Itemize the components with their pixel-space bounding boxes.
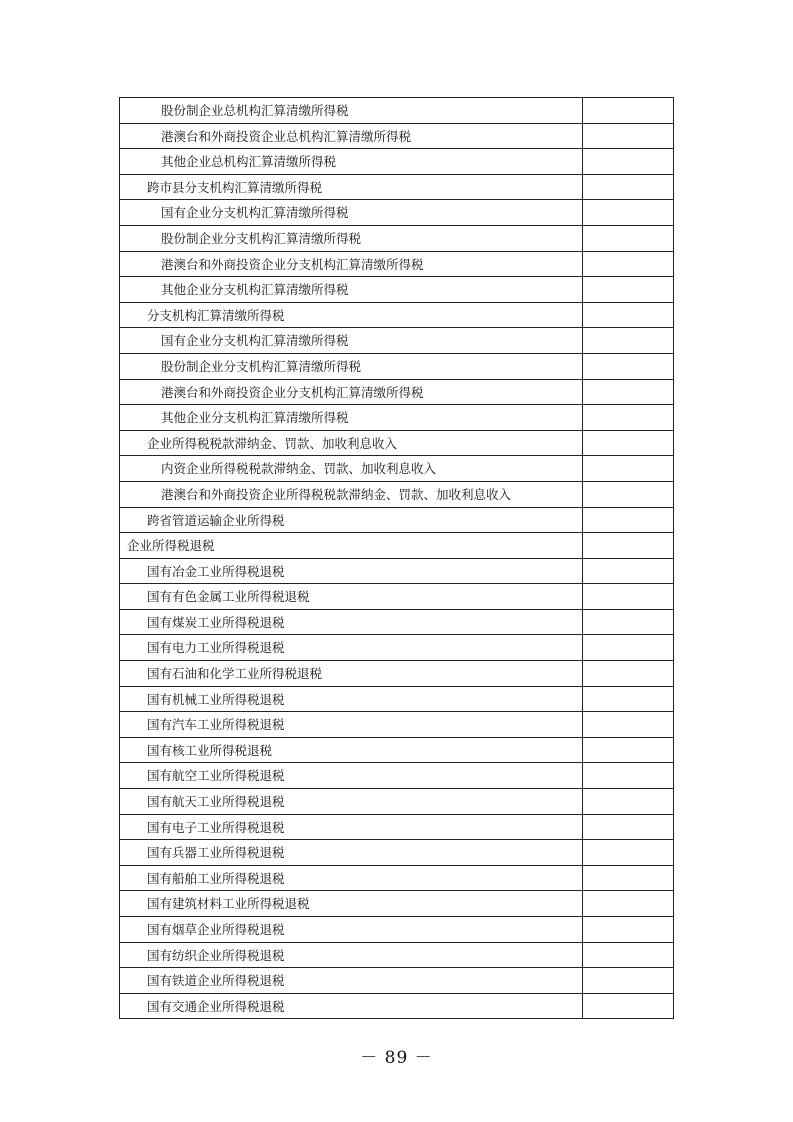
row-value-cell xyxy=(583,610,673,635)
table-row xyxy=(120,405,673,431)
row-value-cell xyxy=(583,943,673,968)
row-value-cell xyxy=(583,789,673,814)
table-row xyxy=(120,431,673,457)
row-label: 其他企业总机构汇算清缴所得税 xyxy=(120,149,583,174)
row-value-cell xyxy=(583,687,673,712)
row-value-cell xyxy=(583,277,673,302)
row-value-cell xyxy=(583,994,673,1019)
row-value-cell xyxy=(583,354,673,379)
row-label: 企业所得税税款滞纳金、罚款、加收利息收入 xyxy=(120,431,583,456)
row-value-cell xyxy=(583,431,673,456)
tax-category-table xyxy=(119,97,674,1019)
row-value-cell xyxy=(583,584,673,609)
row-value-cell xyxy=(583,763,673,788)
table-row xyxy=(120,994,673,1020)
row-label: 国有纺织企业所得税退税 xyxy=(120,943,583,968)
row-value-cell xyxy=(583,328,673,353)
table-row xyxy=(120,252,673,278)
table-row xyxy=(120,456,673,482)
table-row xyxy=(120,533,673,559)
table-row xyxy=(120,891,673,917)
table-row xyxy=(120,200,673,226)
table-row xyxy=(120,917,673,943)
row-label: 国有煤炭工业所得税退税 xyxy=(120,610,583,635)
table-row xyxy=(120,738,673,764)
table-row xyxy=(120,124,673,150)
row-label: 国有汽车工业所得税退税 xyxy=(120,712,583,737)
table-row xyxy=(120,943,673,969)
table-row xyxy=(120,789,673,815)
row-value-cell xyxy=(583,149,673,174)
row-label: 国有铁道企业所得税退税 xyxy=(120,968,583,993)
table-row xyxy=(120,968,673,994)
row-value-cell xyxy=(583,533,673,558)
table-row xyxy=(120,354,673,380)
table-row xyxy=(120,508,673,534)
row-label: 港澳台和外商投资企业分支机构汇算清缴所得税 xyxy=(120,252,583,277)
row-value-cell xyxy=(583,380,673,405)
row-label: 国有电力工业所得税退税 xyxy=(120,635,583,660)
row-label: 国有兵器工业所得税退税 xyxy=(120,840,583,865)
row-value-cell xyxy=(583,226,673,251)
row-label: 股份制企业总机构汇算清缴所得税 xyxy=(120,98,583,123)
row-label: 国有企业分支机构汇算清缴所得税 xyxy=(120,328,583,353)
row-value-cell xyxy=(583,98,673,123)
table-row xyxy=(120,277,673,303)
row-value-cell xyxy=(583,124,673,149)
row-label: 跨市县分支机构汇算清缴所得税 xyxy=(120,175,583,200)
row-label: 国有建筑材料工业所得税退税 xyxy=(120,891,583,916)
row-label: 国有企业分支机构汇算清缴所得税 xyxy=(120,200,583,225)
row-label: 分支机构汇算清缴所得税 xyxy=(120,303,583,328)
row-label: 股份制企业分支机构汇算清缴所得税 xyxy=(120,226,583,251)
page-number: － 89 － xyxy=(360,1048,433,1068)
row-label: 国有航天工业所得税退税 xyxy=(120,789,583,814)
table-row xyxy=(120,840,673,866)
row-label: 内资企业所得税税款滞纳金、罚款、加收利息收入 xyxy=(120,456,583,481)
row-label: 国有船舶工业所得税退税 xyxy=(120,866,583,891)
row-value-cell xyxy=(583,175,673,200)
table-row xyxy=(120,98,673,124)
row-label: 跨省管道运输企业所得税 xyxy=(120,508,583,533)
row-value-cell xyxy=(583,661,673,686)
row-label: 国有冶金工业所得税退税 xyxy=(120,559,583,584)
row-value-cell xyxy=(583,456,673,481)
row-label: 国有电子工业所得税退税 xyxy=(120,815,583,840)
table-row xyxy=(120,303,673,329)
row-label: 国有有色金属工业所得税退税 xyxy=(120,584,583,609)
row-label: 其他企业分支机构汇算清缴所得税 xyxy=(120,405,583,430)
row-label: 其他企业分支机构汇算清缴所得税 xyxy=(120,277,583,302)
row-label: 股份制企业分支机构汇算清缴所得税 xyxy=(120,354,583,379)
row-label: 港澳台和外商投资企业分支机构汇算清缴所得税 xyxy=(120,380,583,405)
table-row xyxy=(120,763,673,789)
table-row xyxy=(120,149,673,175)
row-value-cell xyxy=(583,815,673,840)
table-row xyxy=(120,328,673,354)
table-row xyxy=(120,687,673,713)
table-row xyxy=(120,559,673,585)
row-value-cell xyxy=(583,252,673,277)
row-value-cell xyxy=(583,635,673,660)
table-row xyxy=(120,610,673,636)
table-row xyxy=(120,584,673,610)
row-label: 国有烟草企业所得税退税 xyxy=(120,917,583,942)
row-label: 国有机械工业所得税退税 xyxy=(120,687,583,712)
row-label: 国有核工业所得税退税 xyxy=(120,738,583,763)
row-value-cell xyxy=(583,738,673,763)
row-label: 企业所得税退税 xyxy=(120,533,583,558)
row-value-cell xyxy=(583,917,673,942)
row-value-cell xyxy=(583,840,673,865)
row-value-cell xyxy=(583,303,673,328)
table-row xyxy=(120,482,673,508)
row-value-cell xyxy=(583,200,673,225)
row-value-cell xyxy=(583,508,673,533)
row-label: 国有石油和化学工业所得税退税 xyxy=(120,661,583,686)
row-value-cell xyxy=(583,968,673,993)
table-row xyxy=(120,175,673,201)
row-value-cell xyxy=(583,712,673,737)
table-row xyxy=(120,866,673,892)
row-value-cell xyxy=(583,482,673,507)
row-value-cell xyxy=(583,866,673,891)
table-row xyxy=(120,226,673,252)
row-label: 国有交通企业所得税退税 xyxy=(120,994,583,1019)
row-label: 国有航空工业所得税退税 xyxy=(120,763,583,788)
row-value-cell xyxy=(583,891,673,916)
table-row xyxy=(120,380,673,406)
row-label: 港澳台和外商投资企业总机构汇算清缴所得税 xyxy=(120,124,583,149)
table-row xyxy=(120,635,673,661)
table-row xyxy=(120,712,673,738)
table-row xyxy=(120,815,673,841)
row-label: 港澳台和外商投资企业所得税税款滞纳金、罚款、加收利息收入 xyxy=(120,482,583,507)
table-row xyxy=(120,661,673,687)
row-value-cell xyxy=(583,559,673,584)
row-value-cell xyxy=(583,405,673,430)
